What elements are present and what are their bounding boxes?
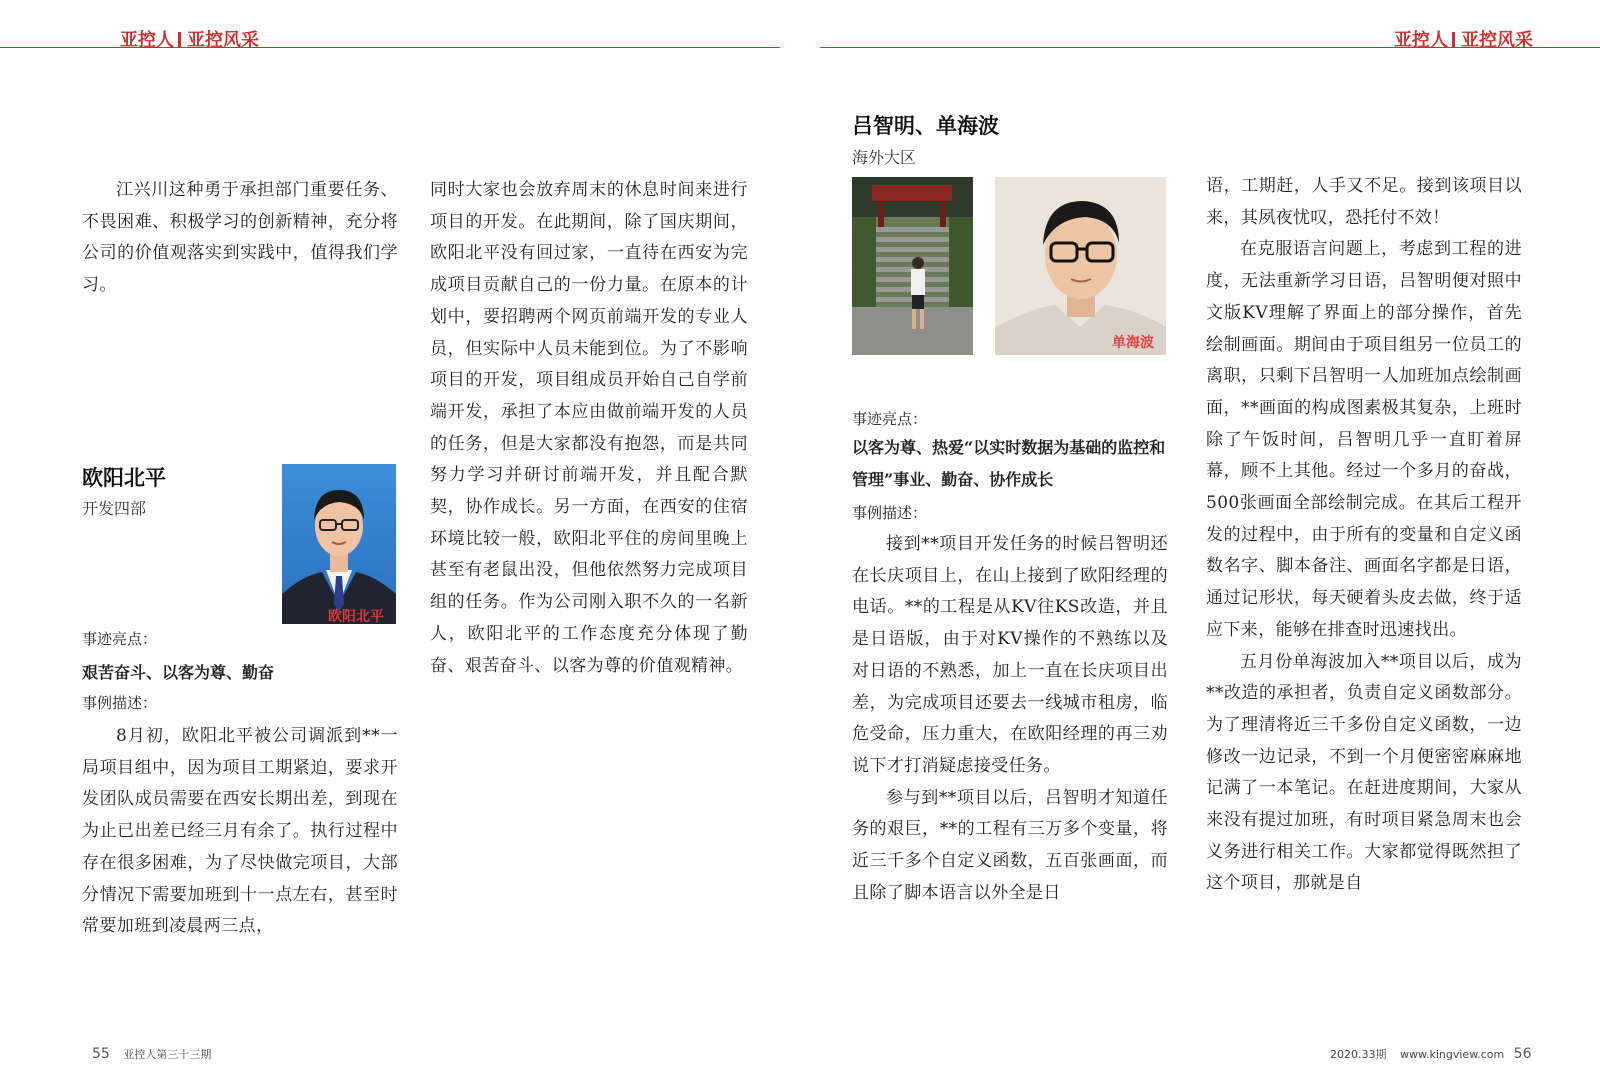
desc-label-lv: 事例描述： <box>852 504 928 522</box>
portrait-illustration <box>282 464 396 624</box>
person-dept-lv-shan: 海外大区 <box>852 148 917 167</box>
col4-body <box>1206 171 1522 900</box>
desc-label-ouyang: 事例描述： <box>82 694 158 712</box>
header-divider <box>178 32 181 48</box>
col1-desc-text: 8月初，欧阳北平被公司调派到**一局项目组中，因为项目工期紧迫，要求开发团队成员需要在西安长期出差，到现在为止已出差已经三月有余了。执行过程中存在很多困难，为了尽快做完项目，大部分情况下需要加班到十一点左右，甚至时常要加班到凌晨两三点， <box>82 726 398 937</box>
col1-intro <box>82 175 398 302</box>
footer-left <box>92 1046 211 1062</box>
footer-url: www.kingview.com <box>1400 1048 1505 1061</box>
person-name-ouyang: 欧阳北平 <box>82 465 166 490</box>
col4-p2: 五月份单海波加入**项目以后，成为**改造的承担者，负责自定义函数部分。为了理清将近三千多份自定义函数，一边修改一边记录，不到一个月便密密麻麻地记满了一本笔记。在赶进度期间，大家从来没有提过加班，有时项目紧急周末也会义务进行相关工作。大家都觉得既然担了这个项目，那就是自 <box>1206 651 1522 894</box>
header-left-part1: 亚控人 <box>120 30 174 51</box>
footer-issue-right: 2020.33期 <box>1330 1048 1387 1061</box>
header-divider <box>1452 32 1455 48</box>
highlights-lv: 以客为尊、热爱“以实时数据为基础的监控和管理”事业、勤奋、协作成长 <box>852 438 1166 489</box>
header-left-part2: 亚控风采 <box>187 30 259 51</box>
highlights-label-lv: 事迹亮点： <box>852 410 928 428</box>
page-number-right: 56 <box>1513 1046 1532 1062</box>
col3-body <box>852 529 1168 909</box>
col1-desc <box>82 721 398 943</box>
photo-ouyang <box>282 464 396 624</box>
col4-p1: 在克服语言问题上，考虑到工程的进度，无法重新学习日语，吕智明便对照中文版KV理解了界面上的部分操作，首先绘制画面。期间由于项目组另一位员工的离职，只剩下吕智明一人加班加点绘制画面，**画面的构成图素极其复杂，上班时除了午饭时间，吕智明几乎一直盯着屏幕，顾不上其他。经过一个多月的奋战，500张画面全部绘制完成。在其后工程开发的过程中，由于所有的变量和自定义函数名字、脚本备注、画面名字都是日语，通过记形状，每天硬着头皮去做，终于适应下来，能够在排查时迅速找出。 <box>1206 239 1522 640</box>
photo-caption-shan: 单海波 <box>1112 335 1154 351</box>
col1-intro-text: 江兴川这种勇于承担部门重要任务、不畏困难、积极学习的创新精神，充分将公司的价值观落实到实践中，值得我们学习。 <box>82 180 398 296</box>
page-number-left: 55 <box>92 1046 110 1062</box>
footer-right <box>1330 1046 1532 1062</box>
col2-body <box>430 175 748 682</box>
portrait-illustration <box>995 177 1166 355</box>
header-right-part1: 亚控人 <box>1394 30 1448 51</box>
photo-caption-ouyang: 欧阳北平 <box>328 609 384 625</box>
highlights-ouyang: 艰苦奋斗、以客为尊、勤奋 <box>82 663 275 682</box>
person-name-lv-shan: 吕智明、单海波 <box>852 113 999 138</box>
photo-shan-haibo <box>995 177 1166 355</box>
highlights-label-ouyang: 事迹亮点： <box>82 630 158 648</box>
header-right-part2: 亚控风采 <box>1461 30 1533 51</box>
header-rule-left <box>0 47 780 48</box>
col3-p2: 参与到**项目以后，吕智明才知道任务的艰巨，**的工程有三万多个变量，将近三千多个自定义函数，五百张画面，而且除了脚本语言以外全是日 <box>852 787 1168 903</box>
photo-lv-zhiming <box>852 177 973 355</box>
col2-text: 同时大家也会放弃周末的休息时间来进行项目的开发。在此期间，除了国庆期间，欧阳北平没有回过家，一直待在西安为完成项目贡献自己的一份力量。在原本的计划中，要招聘两个网页前端开发的专业人员，但实际中人员未能到位。为了不影响项目的开发，项目组成员开始自己自学前端开发，承担了本应由做前端开发的人员的任务，但是大家都没有抱怨，而是共同努力学习并研讨前端开发，并且配合默契，协作成长。另一方面，在西安的住宿环境比较一般，欧阳北平住的房间里晚上甚至有老鼠出没，但他依然努力完成项目组的任务。作为公司刚入职不久的一名新人，欧阳北平的工作态度充分体现了勤奋、艰苦奋斗、以客为尊的价值观精神。 <box>430 180 748 676</box>
header-title-right <box>1394 26 1533 52</box>
col4-p0: 语，工期赶，人手又不足。接到该项目以来，其夙夜忧叹，恐托付不效！ <box>1206 176 1522 228</box>
footer-issue-left: 亚控人第三十三期 <box>123 1048 212 1061</box>
outdoor-stairs-photo <box>852 177 973 355</box>
person-dept-ouyang: 开发四部 <box>82 499 147 518</box>
col3-p1: 接到**项目开发任务的时候吕智明还在长庆项目上，在山上接到了欧阳经理的电话。**的工程是从KV往KS改造，并且是日语版，由于对KV操作的不熟练以及对日语的不熟悉，加上一直在长庆项目出差，为完成项目还要去一线城市租房，临危受命，压力重大，在欧阳经理的再三劝说下才打消疑虑接受任务。 <box>852 534 1168 776</box>
header-title-left <box>120 26 259 52</box>
